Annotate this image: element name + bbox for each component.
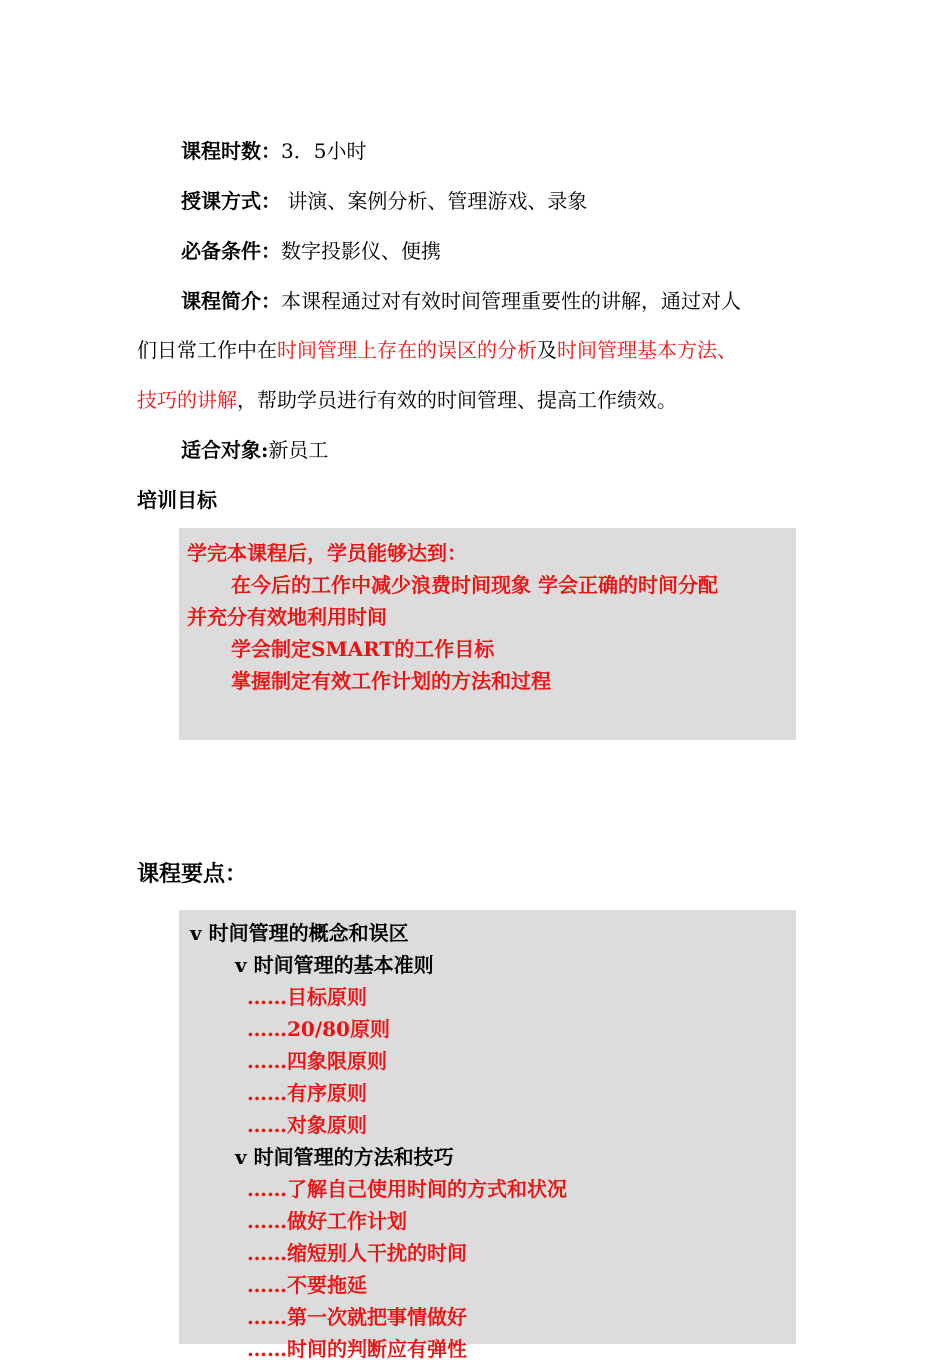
intro-text-2c: 及 [537, 338, 557, 362]
prereq-label: 必备条件： [181, 239, 281, 263]
goals-box [179, 528, 796, 740]
hours-value: 3．5小时 [281, 139, 367, 163]
intro-text-3a: 技巧的讲解 [137, 388, 237, 412]
bullet-icon: v [235, 1145, 247, 1169]
outline-item: ……缩短别人干扰的时间 [247, 1241, 467, 1265]
bullet-icon: v [190, 921, 202, 945]
audience-label: 适合对象: [181, 438, 269, 462]
intro-row-2 [137, 336, 737, 364]
outline-item: ……了解自己使用时间的方式和状况 [247, 1177, 567, 1201]
prereq-value: 数字投影仪、便携 [281, 239, 441, 263]
hours-row [181, 137, 366, 165]
outline-heading: 课程要点： [137, 861, 248, 887]
goal-item-1-line-1: 在今后的工作中减少浪费时间现象 学会正确的时间分配 [231, 573, 718, 597]
intro-text-2a: 们日常工作中在 [137, 338, 277, 362]
outline-group2-text: 时间管理的方法和技巧 [253, 1145, 454, 1169]
outline-group2-title [235, 1143, 454, 1171]
outline-item: ……做好工作计划 [247, 1209, 407, 1233]
intro-row-3 [137, 386, 677, 414]
intro-text-2d: 时间管理基本方法、 [557, 338, 737, 362]
hours-label: 课程时数： [181, 139, 281, 163]
outline-box [179, 910, 796, 1361]
outline-item: ……有序原则 [247, 1081, 367, 1105]
outline-level1-text: 时间管理的概念和误区 [208, 921, 409, 945]
goals-intro: 学完本课程后，学员能够达到： [187, 541, 467, 565]
audience-row [181, 436, 328, 464]
outline-item: ……时间的判断应有弹性 [247, 1337, 467, 1361]
audience-value: 新员工 [268, 438, 329, 462]
outline-group1-title [235, 951, 434, 979]
intro-text-2b: 时间管理上存在的误区的分析 [277, 338, 537, 362]
method-label: 授课方式： [181, 189, 281, 213]
intro-text-1: 本课程通过对有效时间管理重要性的讲解，通过对人 [281, 289, 741, 313]
goal-item-3: 掌握制定有效工作计划的方法和过程 [231, 669, 551, 693]
method-value: 讲演、案例分析、管理游戏、录象 [281, 189, 588, 213]
intro-row-1 [181, 287, 741, 315]
method-row [181, 187, 587, 215]
outline-item: ……不要拖延 [247, 1273, 367, 1297]
outline-item: ……对象原则 [247, 1113, 367, 1137]
outline-item: ……20/80原则 [247, 1017, 390, 1041]
outline-level1 [190, 919, 409, 947]
intro-label: 课程简介： [181, 289, 281, 313]
outline-item: ……目标原则 [247, 985, 367, 1009]
prereq-row [181, 237, 441, 265]
intro-text-3b: ，帮助学员进行有效的时间管理、提高工作绩效。 [237, 388, 677, 412]
goal-item-1-line-2: 并充分有效地利用时间 [187, 605, 387, 629]
goals-heading: 培训目标 [137, 488, 217, 512]
outline-group1-text: 时间管理的基本准则 [253, 953, 434, 977]
outline-item: ……第一次就把事情做好 [247, 1305, 467, 1329]
bullet-icon: v [235, 953, 247, 977]
goal-item-2: 学会制定SMART的工作目标 [231, 637, 495, 661]
outline-item: ……四象限原则 [247, 1049, 387, 1073]
